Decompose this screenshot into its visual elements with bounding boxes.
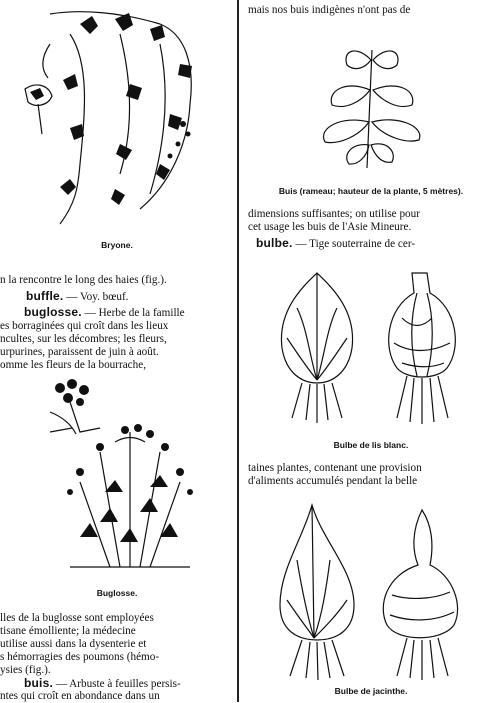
entry-headword: bulbe. [256,237,293,250]
text-line: mais nos buis indigènes n'ont pas de [248,4,411,16]
text-line: ysies (fig.). [0,664,51,676]
bryone-caption: Bryone. [101,240,133,250]
column-divider [237,0,239,702]
right-column [242,0,500,702]
buis-caption: Buis (rameau; hauteur de la plante, 5 mètres). [278,186,464,196]
entry-headword: buis. [24,677,54,690]
buglosse-caption: Buglosse. [96,588,138,598]
entry-text: — Tige souterraine de cer- [292,238,416,250]
text-line: cet usage les buis de l'Asie Mineure. [248,221,412,233]
lis-bulb-illustration [262,268,482,428]
entry-headword: buffle. [26,290,64,303]
lis-caption: Bulbe de lis blanc. [333,440,409,450]
text-line: ncultes, sur les décombres; les fleurs, [0,333,167,345]
text-line: ntes qui croît en abondance dans un [0,690,160,702]
text-line: d'aliments accumulés pendant la belle [248,475,418,487]
buis-illustration [297,40,447,170]
entry-text: — Arbuste à feuilles persis- [53,678,181,690]
entry-headword: buglosse. [24,306,82,319]
text-line: omme les fleurs de la bourrache, [0,359,147,371]
entry-buglosse [24,306,185,320]
entry-bulbe [256,237,415,251]
text-line: urpurines, paraissent de juin à août. [0,346,159,358]
left-column [0,0,234,702]
text-line: lles de la buglosse sont employées [0,612,154,624]
entry-text: — Voy. bœuf. [63,291,129,303]
text-line: taines plantes, contenant une provision [248,462,422,474]
bryone-illustration [20,4,210,236]
text-line: tisane émolliente; la médecine [0,625,136,637]
entry-text: — Herbe de la famille [81,307,185,319]
entry-buffle [26,290,128,304]
text-line: n la rencontre le long des haies (fig.). [0,274,167,286]
text-line: es borraginées qui croît dans les lieux [0,320,169,332]
text-line: dimensions suffisantes; on utilise pour [248,208,420,220]
entry-buis [24,677,181,691]
jacinthe-bulb-illustration [262,500,482,680]
buglosse-illustration [40,372,220,572]
jacinthe-caption: Bulbe de jacinthe. [334,686,408,696]
text-line: s hémorragies des poumons (hémo- [0,651,160,663]
text-line: utilise aussi dans la dysenterie et [0,638,147,650]
